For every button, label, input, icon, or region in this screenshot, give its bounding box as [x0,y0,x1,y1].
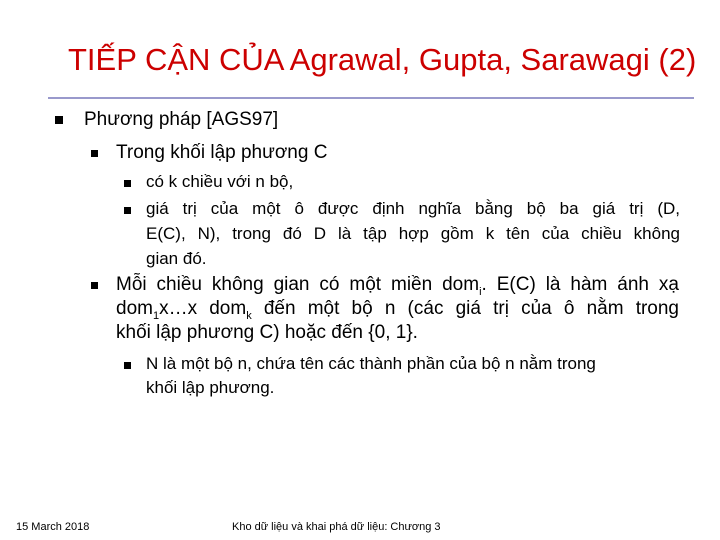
bullet-domain-line-1: Mỗi chiều không gian có một miền dom$_i$. E(C) là hàm ánh xạ [116,274,679,298]
bullet-cell-value-line-2: E(C), N), trong đó D là tập hợp gồm k tên của chiều không [146,224,680,243]
bullet-cell-value-line-3: gian đó. [146,249,207,268]
bullet-marker [124,207,131,214]
bullet-marker [91,150,98,157]
bullet-n-tuple-line-2: khối lập phương. [146,378,275,397]
bullet-n-tuple-line-1: N là một bộ n, chứa tên các thành phần của bộ n nằm trong [146,354,596,373]
footer-date: 15 March 2018 [16,521,90,533]
footer-course: Kho dữ liệu và khai phá dữ liệu: Chương 3 [232,521,441,533]
bullet-marker [55,116,63,124]
bullet-dimensions: có k chiều với n bộ, [146,172,294,191]
bullet-domain-line-3: khối lập phương C) hoặc đến {0, 1}. [116,322,418,343]
bullet-domain-line-2: dom$_1$x…x dom$_k$ đến một bộ n (các giá trị của ô nằm trong [116,298,680,322]
bullet-cube: Trong khối lập phương C [116,142,328,163]
bullet-cell-value-line-1: giá trị của một ô được định nghĩa bằng bộ ba giá trị (D, [146,199,680,218]
slide-title: TIẾP CẬN CỦA Agrawal, Gupta, Sarawagi (2) [68,42,697,77]
bullet-marker [124,180,131,187]
title-divider [48,97,694,99]
bullet-marker [91,282,98,289]
bullet-marker [124,362,131,369]
bullet-methods: Phương pháp [AGS97] [84,109,279,130]
